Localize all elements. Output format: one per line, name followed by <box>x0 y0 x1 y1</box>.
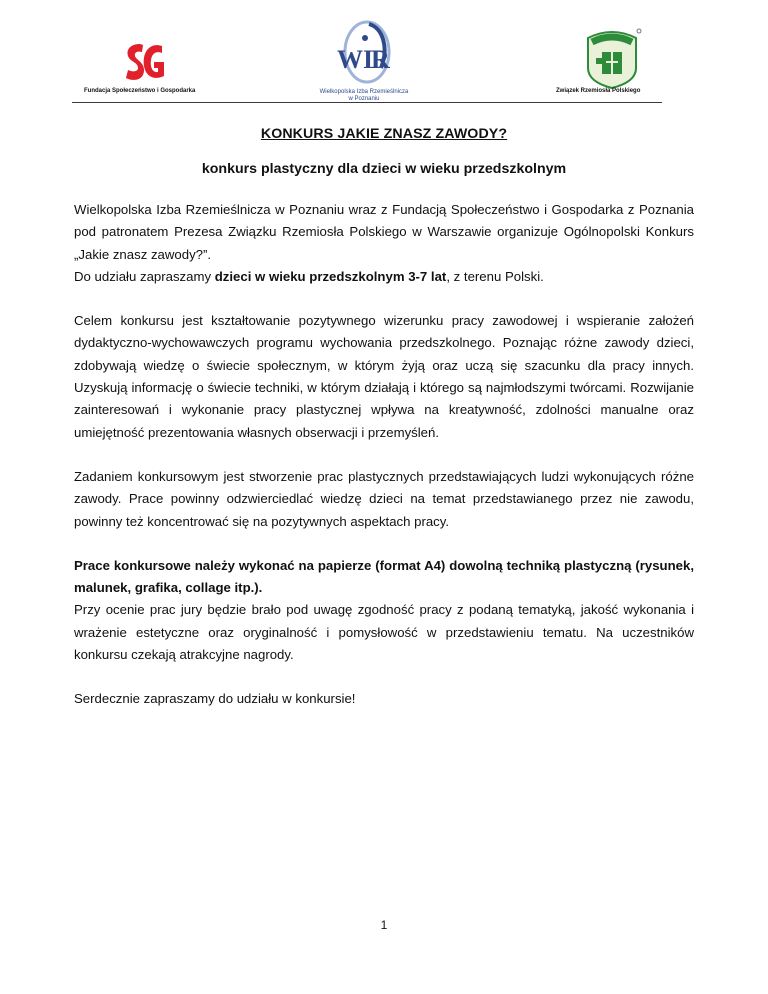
document-subtitle: konkurs plastyczny dla dzieci w wieku przedszkolnym <box>201 161 567 177</box>
invite-pre: Do udziału zapraszamy <box>74 268 215 284</box>
document-title: KONKURS JAKIE ZNASZ ZAWODY? <box>260 126 508 142</box>
left-org-caption: Fundacja Społeczeństwo i Gospodarka <box>84 88 196 94</box>
svg-text:W: W <box>337 45 363 74</box>
svg-text:R: R <box>371 45 390 74</box>
middle-caption-line1: Wielkopolska Izba Rzemieślnicza <box>319 89 409 95</box>
jury-text: Przy ocenie prac jury będzie brało pod uwagę zgodność pracy z podaną tematyką, jakość wykonania i wrażenie estetyczne oraz oryginalność i pomysłowość w przedstawieniu tematu. Na uczestników konkursu czekają atrakcyjne nagrody. <box>74 602 694 663</box>
middle-org-caption <box>318 89 410 103</box>
wir-logo-icon <box>329 18 397 98</box>
rules-paragraph <box>74 555 694 666</box>
right-org-caption: Związek Rzemiosła Polskiego <box>556 88 641 94</box>
task-paragraph: Zadaniem konkursowym jest stworzenie prac plastycznych przedstawiających ludzi wykonujących różne zawody. Prace powinny odzwierciedlać wiedzę dzieci na temat przedstawianego przez nie zawodu, powinny też koncentrować się na pozytywnych aspektach pracy. <box>74 468 694 529</box>
invite-post: , z terenu Polski. <box>446 268 544 284</box>
letterhead <box>72 14 662 106</box>
intro-text: Wielkopolska Izba Rzemieślnicza w Poznaniu wraz z Fundacją Społeczeństwo i Gospodarka z Poznania pod patronatem Prezesa Związku Rzemiosła Polskiego w Warszawie organizuje Ogólnopolski Konkurs „Jakie znasz zawody?”. <box>74 202 694 262</box>
svg-text:I: I <box>363 45 374 74</box>
closing-paragraph: Serdecznie zapraszamy do udziału w konkursie! <box>74 691 356 707</box>
header-divider <box>72 102 662 103</box>
format-rules-bold: Prace konkursowe należy wykonać na papierze (format A4) dowolną techniką plastyczną (rysunek, malunek, grafika, collage itp.). <box>74 557 694 596</box>
page-number: 1 <box>380 918 388 932</box>
zrp-logo-icon <box>582 28 642 90</box>
age-group-bold: dzieci w wieku przedszkolnym 3-7 lat <box>214 268 447 284</box>
document-body <box>74 126 694 733</box>
middle-caption-line2: w Poznaniu <box>348 96 380 102</box>
goal-paragraph: Celem konkursu jest kształtowanie pozytywnego wizerunku pracy zawodowej i wspieranie założeń dydaktyczno-wychowawczych programu wychowania przedszkolnego. Poznając różne zawody dzieci, zdobywają wiedzę o świecie społecznym, w którym żyją oraz uczą się szacunku dla pracy innych. Uzyskują informację o świecie techniki, w którym działają i którego są najmłodszymi twórcami. Rozwijanie zainteresowań i wykonanie pracy plastycznej wpływa na kreatywność, zdolności manualne oraz umiejętność prezentowania własnych obserwacji i przemyśleń. <box>74 313 694 440</box>
sg-logo-icon <box>122 38 166 86</box>
intro-paragraph <box>74 199 694 288</box>
